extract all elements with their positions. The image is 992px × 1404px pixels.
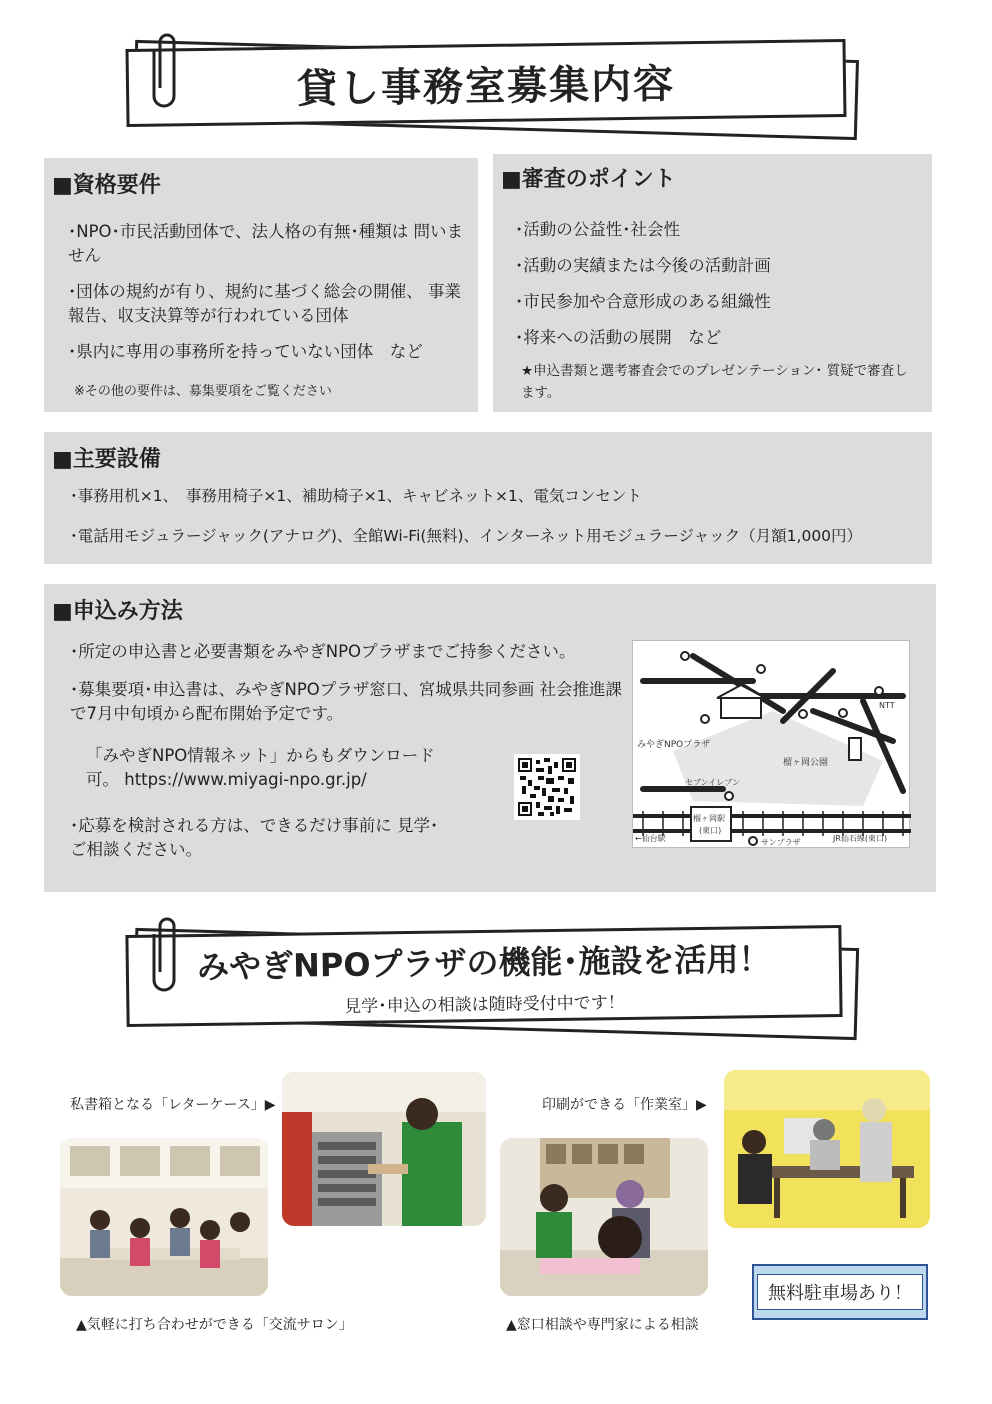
map-label-station: 榴ヶ岡駅 [693,814,725,823]
list-item: ･活動の実績または今後の活動計画 [515,256,771,275]
map-label-plaza: みやぎNPOプラザ [637,740,711,750]
paper-clip-icon [150,28,184,112]
map-label-seven: セブンイレブン [685,778,740,787]
page-title: 貸し事務室募集内容 [296,60,676,113]
photo-workroom [724,1070,930,1228]
application-download-note: 「みやぎNPO情報ネット」からもダウンロード可。 https://www.miyagi-npo.gr.jp/ [86,746,435,789]
caption-letter-case: 私書箱となる「レターケース」▶ [70,1097,276,1113]
map-label-jr: JR仙石線(東口) [833,834,888,843]
list-item: ･活動の公益性･社会性 [515,220,680,239]
facilities-title: みやぎNPOプラザの機能･施設を活用！ [196,939,771,986]
caption-salon: ▲気軽に打ち合わせができる「交流サロン」 [76,1317,353,1333]
equipment-list [70,484,920,564]
qualifications-list [68,220,468,376]
list-item: ･電話用モジュラージャック(アナログ)、全館Wi-Fi(無料)、インターネット用モジュラージャック（月額1,000円） [70,527,863,545]
banner-front-frame [125,39,846,127]
qualifications-note: ※その他の要件は、募集要項をご覧ください [74,384,332,399]
list-item: ･県内に専用の事務所を持っていない団体 など [68,342,423,361]
caption-consult: ▲窓口相談や専門家による相談 [506,1317,699,1333]
list-item: ･団体の規約が有り、規約に基づく総会の開催、 事業報告、収支決算等が行われている団体 [68,282,461,325]
caption-workroom: 印刷ができる「作業室」▶ [542,1097,707,1113]
list-item: ･市民参加や合意形成のある組織性 [515,292,771,311]
qr-code-icon [518,758,576,816]
map-label-sunplaza: サンプラザ [761,838,801,847]
banner-front-frame [125,925,842,1027]
parking-text: 無料駐車場あり！ [757,1274,923,1310]
review-note: ★申込書類と選考審査会でのプレゼンテーション･ 質疑で審査します。 [521,363,908,401]
equipment-box [44,432,932,564]
application-line-4: ･応募を検討される方は、できるだけ事前に 見学･ご相談ください。 [70,816,439,859]
review-heading: ■審査のポイント [501,167,676,192]
application-box [44,584,936,892]
map-label-station-sub: (東口) [699,826,722,835]
title-banner [120,28,870,140]
review-list [515,218,915,362]
facilities-banner [120,912,870,1036]
list-item: ･事務用机×1、 事務用椅子×1、補助椅子×1、キャビネット×1、電気コンセント [70,487,642,505]
photo-salon [60,1138,268,1296]
list-item: ･将来への活動の展開 など [515,328,722,347]
parking-badge [752,1264,928,1320]
application-heading: ■申込み方法 [52,599,183,624]
qualifications-box [44,158,478,412]
map-label-park: 榴ヶ岡公園 [783,758,829,768]
access-map [632,640,910,848]
paper-clip-icon [150,912,184,996]
qr-code[interactable] [514,754,580,820]
map-label-sendai: ←仙台駅 [635,834,666,843]
photo-letter-case [282,1072,486,1226]
facilities-subtitle: 見学･申込の相談は随時受付中です！ [344,992,625,1017]
review-box [493,154,932,412]
photo-consultation [500,1138,708,1296]
equipment-heading: ■主要設備 [52,447,161,472]
application-line-1: ･所定の申込書と必要書類をみやぎNPOプラザまでご持参ください。 [70,642,576,661]
application-line-2: ･募集要項･申込書は、みやぎNPOプラザ窓口、宮城県共同参画 社会推進課で7月中旬頃から配布開始予定です。 [70,680,623,723]
list-item: ･NPO･市民活動団体で、法人格の有無･種類は 問いません [68,222,463,265]
qualifications-heading: ■資格要件 [52,173,161,198]
map-label-ntt: NTT [879,701,895,710]
